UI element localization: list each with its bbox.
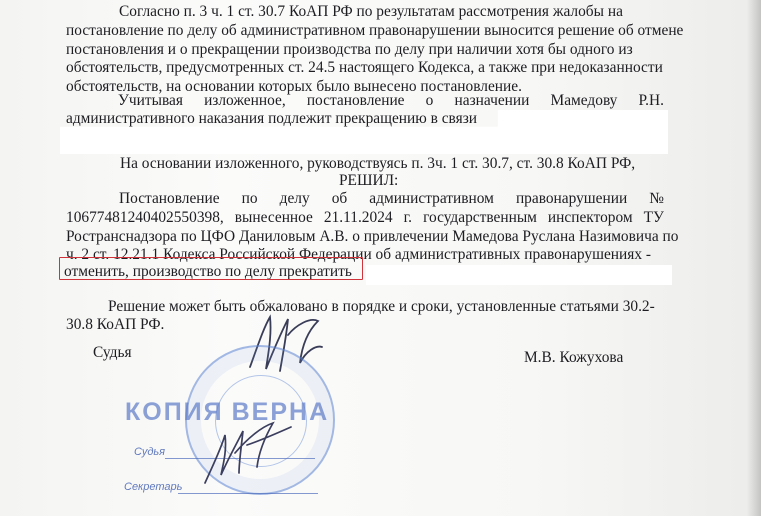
redaction-block bbox=[366, 265, 672, 285]
word: Постановление bbox=[119, 190, 220, 207]
resolution-line-2 bbox=[66, 209, 664, 227]
paragraph-1-line-1: Согласно п. 3 ч. 1 ст. 30.7 КоАП РФ по результатам рассмотрения жалобы на bbox=[119, 3, 623, 20]
word: № bbox=[649, 190, 664, 207]
word: постановление bbox=[306, 92, 405, 109]
word: делу bbox=[279, 190, 310, 207]
paragraph-1-line-2: постановление по делу об административном правонарушении выносится решение об отмене bbox=[66, 22, 684, 39]
resolution-line-3: Ространснадзора по ЦФО Даниловым А.В. о привлечении Мамедова Руслана Назимовича по bbox=[66, 228, 679, 245]
paragraph-1-line-3: постановления и о прекращении производства по делу при наличии хотя бы одного из bbox=[66, 41, 633, 58]
resolution-line-1 bbox=[119, 190, 664, 208]
word: изложенное, bbox=[204, 92, 286, 109]
word: административном bbox=[369, 190, 494, 207]
appeal-line-2: 30.8 КоАП РФ. bbox=[66, 316, 165, 333]
stamp-secretary-label: Секретарь bbox=[124, 481, 183, 493]
basis-line: На основании изложенного, руководствуясь п. 3ч. 1 ст. 30.7, ст. 30.8 КоАП РФ, bbox=[120, 155, 636, 172]
word: Учитывая bbox=[118, 92, 183, 109]
highlight-box bbox=[59, 257, 363, 280]
word: о bbox=[425, 92, 434, 109]
stamp-word-1: КОПИЯ bbox=[125, 398, 224, 426]
resolution-line-5: отменить, производство по делу прекратить bbox=[64, 263, 352, 280]
judge-name: М.В. Кожухова bbox=[524, 349, 624, 366]
word: правонарушении bbox=[515, 190, 628, 207]
word: об bbox=[331, 190, 348, 207]
paragraph-1-line-4: обстоятельств, предусмотренных ст. 24.5 настоящего Кодекса, а также при недоказанности bbox=[66, 59, 663, 76]
paragraph-2-line-2: административного наказания подлежит прекращению в связи bbox=[66, 110, 478, 127]
word: ТУ bbox=[643, 209, 664, 226]
certification-signature bbox=[195, 405, 305, 490]
stamp-judge-label: Судья bbox=[134, 446, 166, 458]
word: 21.11.2024 bbox=[323, 209, 393, 226]
scan-edge-shadow bbox=[747, 0, 761, 516]
word: вынесенное bbox=[234, 209, 313, 226]
word: назначении bbox=[454, 92, 530, 109]
paragraph-2-line-1 bbox=[118, 92, 664, 110]
resolution-line-4: ч. 2 ст. 12.21.1 Кодекса Российской Федерации об административных правонарушениях - bbox=[66, 246, 652, 263]
word: инспектором bbox=[547, 209, 633, 226]
decided-heading: РЕШИЛ: bbox=[339, 172, 399, 189]
stamp-secretary-line bbox=[178, 493, 318, 494]
word: г. bbox=[403, 209, 413, 226]
appeal-line-1: Решение может быть обжаловано в порядке и сроки, установленные статьями 30.2- bbox=[108, 298, 655, 315]
stamp-word-2: ВЕРНА bbox=[231, 398, 330, 426]
paragraph-1-line-5: обстоятельств, на основании которых было вынесено постановление. bbox=[66, 78, 522, 95]
word: Мамедову bbox=[550, 92, 618, 109]
word: Р.Н. bbox=[638, 92, 664, 109]
word: государственным bbox=[423, 209, 537, 226]
word: 10677481240402550398, bbox=[66, 209, 224, 226]
word: по bbox=[241, 190, 258, 207]
judge-label: Судья bbox=[93, 344, 132, 361]
